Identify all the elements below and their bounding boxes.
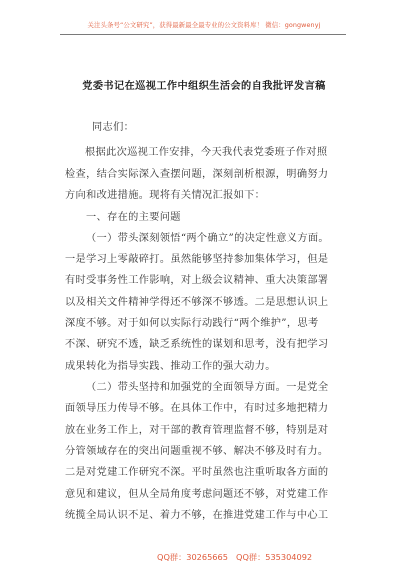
body-line: 二是对党建工作研究不深。平时虽然也注重听取各方面的 [65,467,329,478]
body-line: 一是学习上零敲碎打。虽然能够坚持参加集体学习，但是 [65,254,329,265]
body-line: 意见和建议，但从全局角度考虑问题还不够，对党建工作 [65,489,329,500]
body-line: 统揽全局认识不足、着力不够，在推进党建工作与中心工 [65,510,329,521]
body-line: 方向和改进措施。现将有关情况汇报如下： [65,190,266,201]
body-line: 成果转化为指导实践、推动工作的强大动力。 [65,361,276,372]
body-line: 深度不够。对于如何以实际行动践行“两个维护”，思考 [65,318,319,329]
document-title: 党委书记在巡视工作中组织生活会的自我批评发言稿 [82,81,326,92]
section-heading: 一、存在的主要问题 [86,212,181,223]
body-line: 不深、研究不透，缺乏系统性的谋划和思考，没有把学习 [65,339,329,350]
body-line: 面领导压力传导不够。在具体工作中，有时过多地把精力 [65,403,329,414]
body-line: 有时受事务性工作影响，对上级会议精神、重大决策部署 [65,275,329,286]
body-line: 根据此次巡视工作安排，今天我代表党委班子作对照 [85,147,328,158]
header-promo-note: 关注头条号“公文研究”，获得最新最全最专业的公文资料库！ 微信：gongwenyj [87,21,321,29]
body-line: 检查，结合实际深入查摆问题，深刻剖析根源，明确努力 [65,169,329,180]
header-divider [60,34,346,35]
body-line: 以及相关文件精神学得还不够深不够透。二是思想认识上 [65,297,329,308]
body-line: 分管领域存在的突出问题重视不够、解决不够及时有力。 [65,446,329,457]
body-line: （一）带头深刻领悟“两个确立”的决定性意义方面。 [86,233,329,244]
footer-qq-group-1: QQ群：30265665 [157,552,228,562]
salutation-line: 同志们： [92,122,135,133]
body-line: （二）带头坚持和加强党的全面领导方面。一是党全 [86,382,329,393]
footer-qq-group-2: QQ群：535304092 [236,552,313,562]
body-line: 放在业务工作上，对干部的教育管理监督不够，特别是对 [65,425,329,436]
footer-contact [0,552,408,568]
